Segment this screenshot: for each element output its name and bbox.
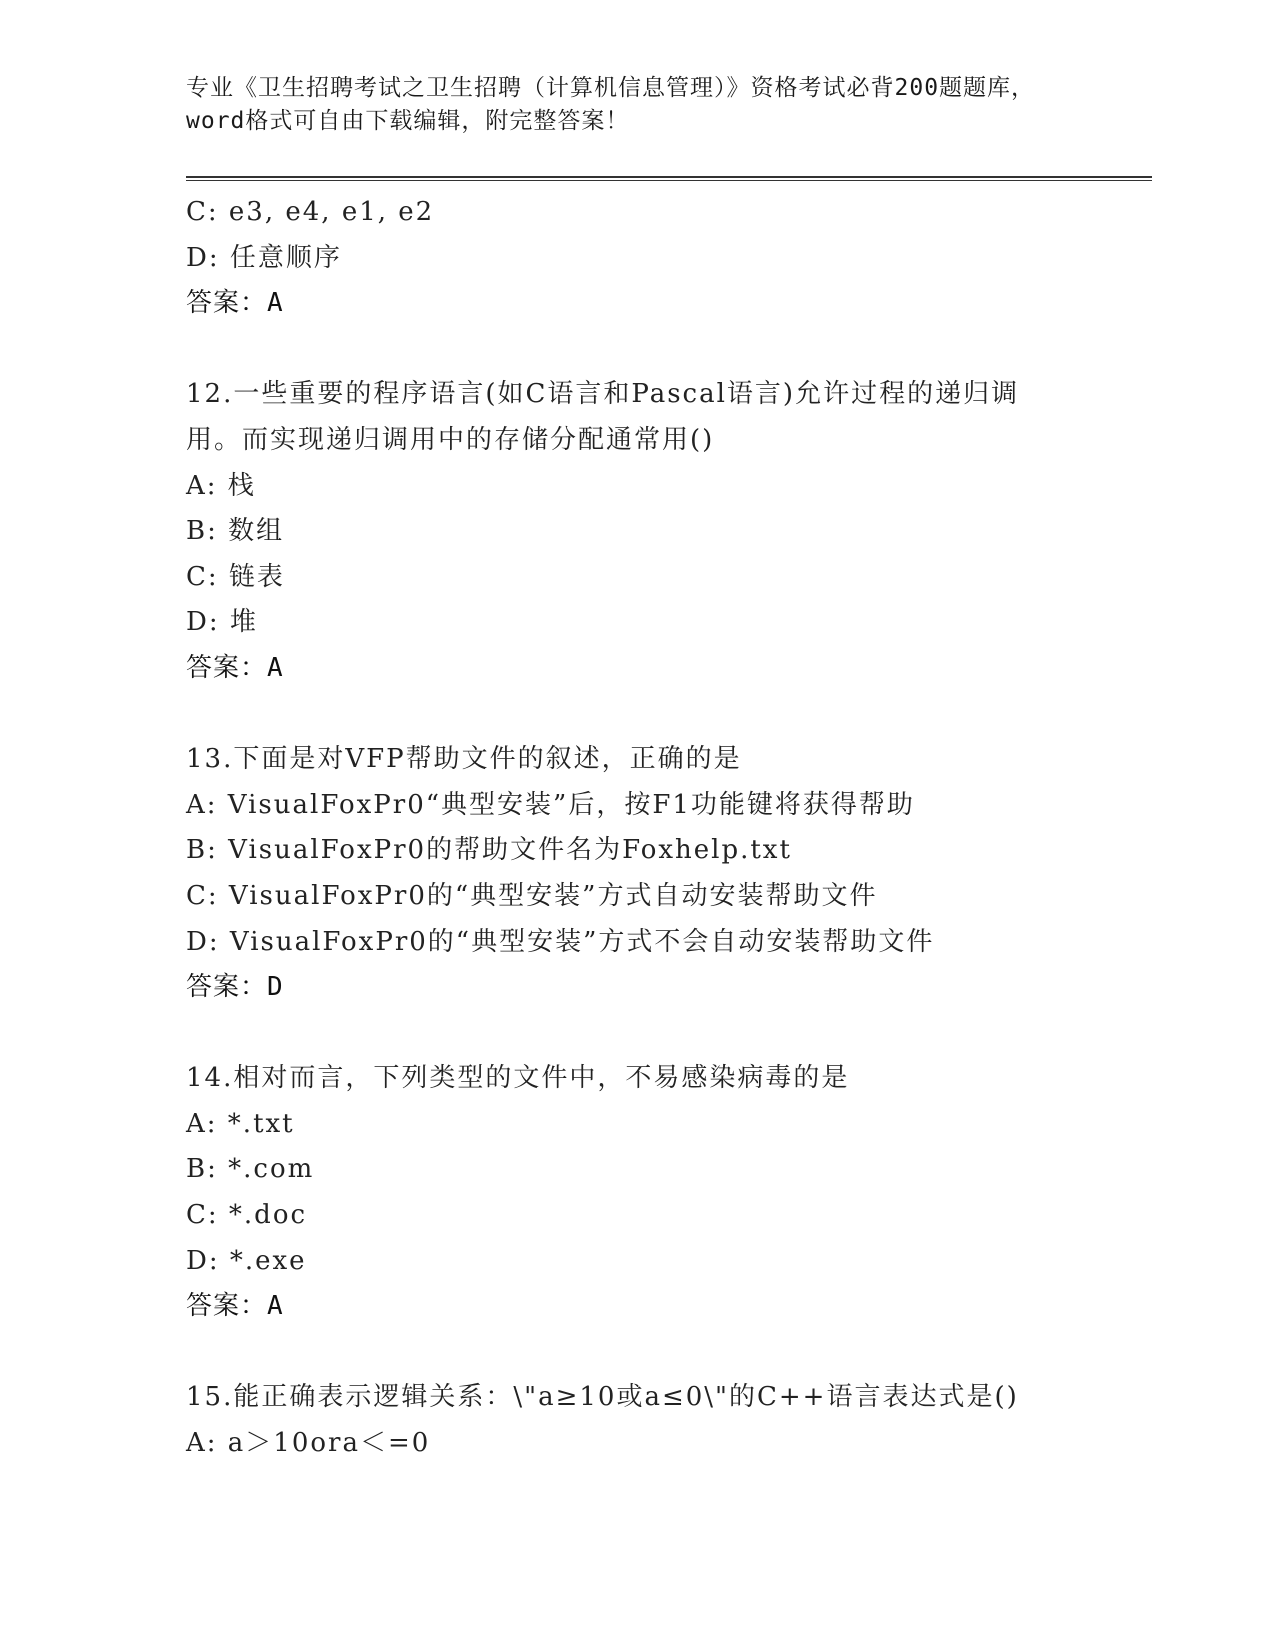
- option-b: B: 数组: [186, 516, 285, 547]
- option-c: C: 链表: [186, 561, 285, 592]
- option-d: D: *.exe: [186, 1245, 307, 1276]
- option-d: D: 任意顺序: [186, 242, 342, 273]
- document-header: [186, 72, 1086, 138]
- option-c: C: *.doc: [186, 1200, 308, 1231]
- question-13: [186, 737, 1146, 1011]
- carryover-block: [186, 190, 1146, 327]
- option-d: D: 堆: [186, 607, 258, 638]
- option-a: A: VisualFoxPr0“典型安装”后，按F1功能键将获得帮助: [186, 789, 915, 820]
- answer-line: 答案：A: [186, 652, 284, 683]
- question-14: [186, 1056, 1146, 1330]
- spacer: [186, 327, 1146, 373]
- question-stem: 14.相对而言，下列类型的文件中，不易感染病毒的是: [186, 1063, 850, 1094]
- answer-line: 答案：A: [186, 288, 284, 319]
- answer-line: 答案：A: [186, 1291, 284, 1322]
- option-b: B: VisualFoxPr0的帮助文件名为Foxhelp.txt: [186, 835, 792, 866]
- question-12: [186, 372, 1146, 691]
- question-stem: 15.能正确表示逻辑关系：\"a≥10或a≤0\"的C++语言表达式是(): [186, 1382, 1019, 1413]
- option-a: A: *.txt: [186, 1108, 295, 1139]
- question-stem: 13.下面是对VFP帮助文件的叙述，正确的是: [186, 744, 742, 775]
- option-c: C: e3, e4, e1, e2: [186, 197, 435, 227]
- option-a: A: 栈: [186, 470, 256, 501]
- spacer: [186, 692, 1146, 738]
- question-stem: 12.一些重要的程序语言(如C语言和Pascal语言)允许过程的递归调: [186, 379, 1020, 410]
- option-b: B: *.com: [186, 1154, 315, 1185]
- spacer: [186, 1011, 1146, 1057]
- header-line-1: 专业《卫生招聘考试之卫生招聘（计算机信息管理）》资格考试必背200题题库，: [186, 75, 1036, 101]
- spacer: [186, 1330, 1146, 1376]
- question-15: [186, 1375, 1146, 1466]
- header-line-2: word格式可自由下载编辑，附完整答案！: [186, 108, 630, 134]
- answer-line: 答案：D: [186, 972, 284, 1003]
- question-list: [186, 190, 1146, 1467]
- question-stem: 用。而实现递归调用中的存储分配通常用(): [186, 424, 715, 455]
- header-divider: [186, 176, 1152, 181]
- option-d: D: VisualFoxPr0的“典型安装”方式不会自动安装帮助文件: [186, 926, 935, 957]
- option-c: C: VisualFoxPr0的“典型安装”方式自动安装帮助文件: [186, 880, 878, 911]
- option-a: A: a＞10ora＜=0: [186, 1428, 431, 1459]
